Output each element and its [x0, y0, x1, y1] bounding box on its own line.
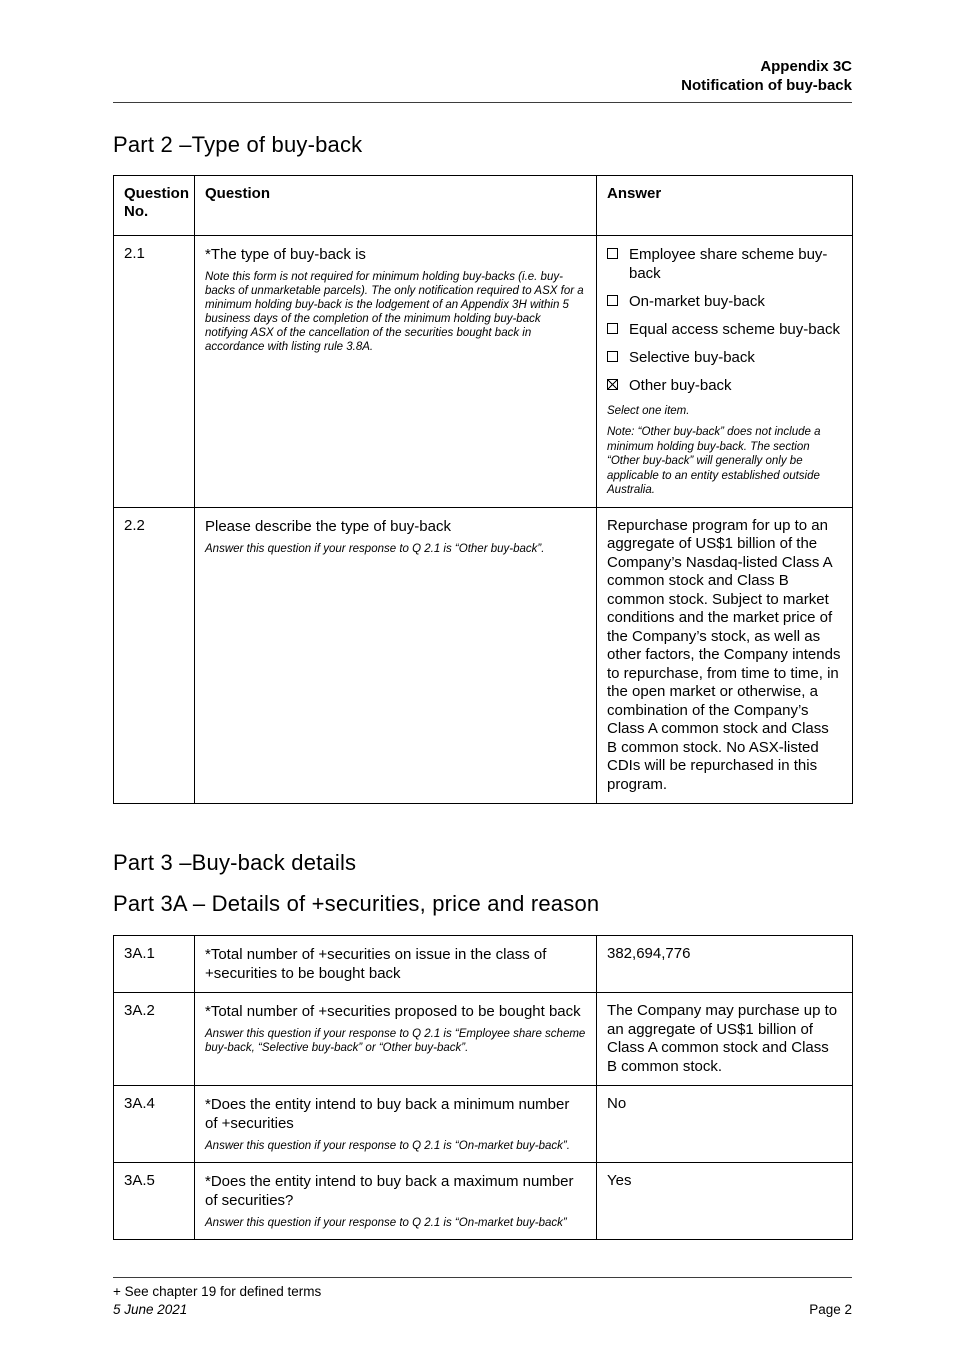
answer-text: The Company may purchase up to an aggregate of US$1 billion of Class A common stock and Class B common stock. — [597, 993, 853, 1086]
column-header-answer: Answer — [597, 176, 853, 236]
checkbox-label: Selective buy-back — [629, 349, 755, 366]
table-row-3a-5 — [114, 1163, 853, 1240]
checkbox-checked-icon[interactable] — [607, 379, 618, 390]
question-number: 3A.2 — [114, 993, 195, 1086]
checkbox-label: On-market buy-back — [629, 293, 765, 310]
checkbox-icon[interactable] — [607, 323, 618, 334]
table-row-3a-2 — [114, 993, 853, 1086]
answer-text: Repurchase program for up to an aggregate of US$1 billion of the Company’s Nasdaq-listed Class A common stock and Class B common stock. Subject to market conditions and the market price of the Company’s stock, as well as other factors, the Company intends to repurchase, from time to time, in the open market or otherwise, a combination of the Company’s Class A common stock and Class B common stock. No ASX-listed CDIs will be repurchased in this program. — [597, 507, 853, 804]
checkbox-option-selective[interactable] — [607, 348, 842, 367]
question-text: *Total number of +securities proposed to be bought back — [205, 1003, 581, 1020]
select-one-item-hint: Select one item. — [607, 405, 690, 417]
table-row-3a-4 — [114, 1086, 853, 1163]
document-header — [113, 57, 852, 103]
table-row-2-2 — [114, 507, 853, 804]
checkbox-option-equal-access-scheme[interactable] — [607, 320, 842, 339]
part3a-table — [113, 935, 853, 1240]
question-text: *The type of buy-back is — [205, 246, 366, 263]
part2-heading: Part 2 –Type of buy-back — [113, 132, 363, 157]
question-number: 2.1 — [114, 236, 195, 508]
question-number: 2.2 — [114, 507, 195, 804]
header-form-title: Notification of buy-back — [681, 77, 852, 94]
part3-heading: Part 3 –Buy-back details — [113, 850, 357, 875]
checkbox-option-on-market[interactable] — [607, 292, 842, 311]
checkbox-icon[interactable] — [607, 295, 618, 306]
question-number: 3A.4 — [114, 1086, 195, 1163]
question-number: 3A.1 — [114, 936, 195, 993]
checkbox-option-employee-share-scheme[interactable] — [607, 245, 842, 283]
document-footer — [113, 1277, 852, 1319]
footer-page-number: Page 2 — [809, 1302, 852, 1317]
checkbox-label: Other buy-back — [629, 377, 732, 394]
table-row-3a-1 — [114, 936, 853, 993]
checkbox-label: Employee share scheme buy-back — [629, 246, 828, 282]
question-text: Please describe the type of buy-back — [205, 517, 451, 535]
question-text: *Does the entity intend to buy back a minimum number of +securities — [205, 1096, 570, 1132]
answer-text: No — [597, 1086, 853, 1163]
question-text: *Does the entity intend to buy back a maximum number of securities? — [205, 1173, 574, 1209]
answer-note: Note: “Other buy-back” does not include a minimum holding buy-back. The section “Other buy-back” will generally only be applicable to an entity established outside Australia. — [607, 426, 821, 496]
part2-table — [113, 175, 853, 804]
part2-table-header-row — [114, 176, 853, 236]
checkbox-label: Equal access scheme buy-back — [629, 321, 840, 338]
footer-date: 5 June 2021 — [113, 1302, 188, 1317]
answer-text: Yes — [597, 1163, 853, 1240]
question-note: Note this form is not required for minimum holding buy-backs (i.e. buy-backs of unmarketable parcels). The only notification required to ASX for a minimum holding buy-back is the lodgement of an Appendix 3H within 5 business days of the completion of the minimum holding buy-back notifying ASX of the cancellation of the securities bought back in accordance with listing rule 3.8A. — [205, 271, 584, 353]
table-row-2-1 — [114, 236, 853, 508]
question-text: *Total number of +securities on issue in the class of +securities to be bought back — [205, 946, 547, 982]
question-note: Answer this question if your response to Q 2.1 is “On-market buy-back”. — [205, 1140, 570, 1152]
question-number: 3A.5 — [114, 1163, 195, 1240]
column-header-question: Question — [195, 176, 597, 236]
question-note: Answer this question if your response to Q 2.1 is “Other buy-back”. — [205, 542, 545, 555]
checkbox-icon[interactable] — [607, 248, 618, 259]
answer-text: 382,694,776 — [597, 936, 853, 993]
question-note: Answer this question if your response to Q 2.1 is “On-market buy-back” — [205, 1217, 567, 1229]
checkbox-option-other[interactable] — [607, 376, 842, 395]
part3a-heading: Part 3A – Details of +securities, price and reason — [113, 891, 600, 916]
question-note: Answer this question if your response to Q 2.1 is “Employee share scheme buy-back, “Selective buy-back” or “Other buy-back”. — [205, 1028, 586, 1054]
checkbox-icon[interactable] — [607, 351, 618, 362]
column-header-question-no: Question No. — [114, 176, 195, 236]
header-appendix-title: Appendix 3C — [760, 58, 852, 75]
footer-defined-terms: + See chapter 19 for defined terms — [113, 1284, 322, 1299]
